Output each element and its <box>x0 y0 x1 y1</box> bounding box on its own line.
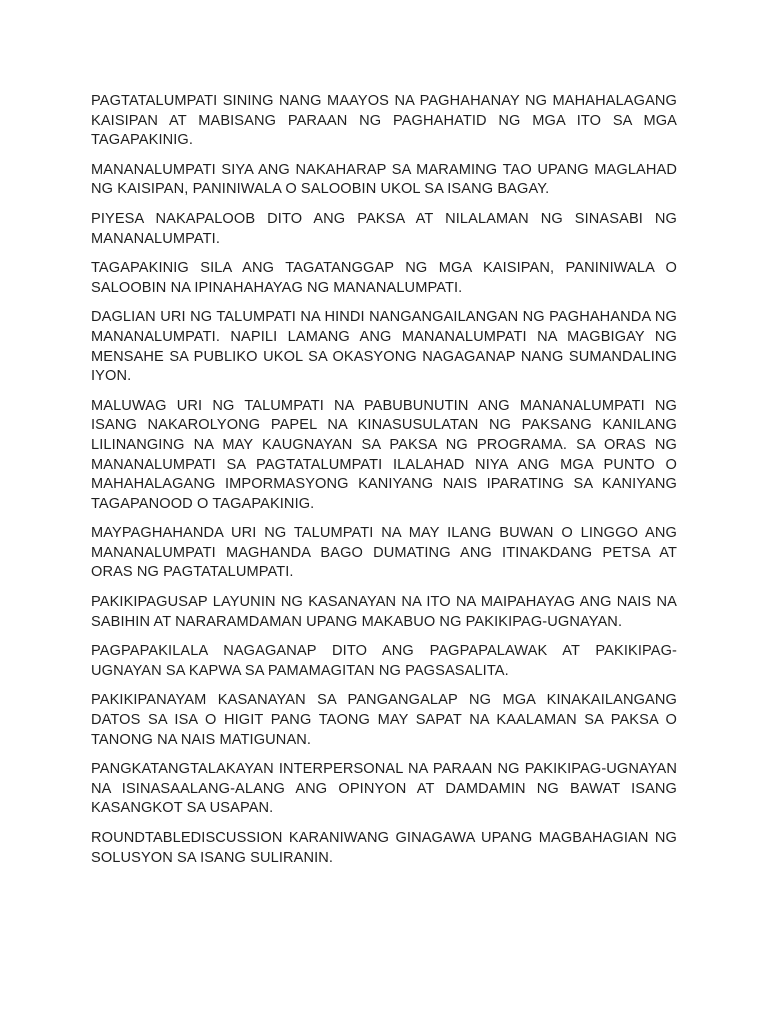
paragraph-daglian: DAGLIAN URI NG TALUMPATI NA HINDI NANGANGAILANGAN NG PAGHAHANDA NG MANANALUMPATI. NAPILI LAMANG ANG MANANALUMPATI NA MAGBIGAY NG MENSAHE SA PUBLIKO UKOL SA OKASYONG NAGAGANAP NANG SUMANDALING IYON. <box>91 309 677 385</box>
paragraph-pakikipagusap: PAKIKIPAGUSAP LAYUNIN NG KASANAYAN NA ITO NA MAIPAHAYAG ANG NAIS NA SABIHIN AT NARARAMDAMAN UPANG MAKABUO NG PAKIKIPAG-UGNAYAN. <box>91 594 677 630</box>
paragraph-roundtablediscussion: ROUNDTABLEDISCUSSION KARANIWANG GINAGAWA UPANG MAGBAHAGIAN NG SOLUSYON SA ISANG SULIRANIN. <box>91 830 677 866</box>
paragraph-maypaghahanda: MAYPAGHAHANDA URI NG TALUMPATI NA MAY ILANG BUWAN O LINGGO ANG MANANALUMPATI MAGHANDA BAGO DUMATING ANG ITINAKDANG PETSA AT ORAS NG PAGTATALUMPATI. <box>91 525 677 581</box>
paragraph-pagtatalumpati: PAGTATALUMPATI SINING NANG MAAYOS NA PAGHAHANAY NG MAHAHALAGANG KAISIPAN AT MABISANG PARAAN NG PAGHAHATID NG MGA ITO SA MGA TAGAPAKINIG. <box>91 93 677 149</box>
paragraph-pagpapakilala: PAGPAPAKILALA NAGAGANAP DITO ANG PAGPAPALAWAK AT PAKIKIPAG-UGNAYAN SA KAPWA SA PAMAMAGITAN NG PAGSASALITA. <box>91 643 677 679</box>
paragraph-piyesa: PIYESA NAKAPALOOB DITO ANG PAKSA AT NILALAMAN NG SINASABI NG MANANALUMPATI. <box>91 210 677 247</box>
paragraph-mananalumpati: MANANALUMPATI SIYA ANG NAKAHARAP SA MARAMING TAO UPANG MAGLAHAD NG KAISIPAN, PANINIWALA O SALOOBIN UKOL SA ISANG BAGAY. <box>91 161 677 198</box>
paragraph-pakikipanayam: PAKIKIPANAYAM KASANAYAN SA PANGANGALAP NG MGA KINAKAILANGANG DATOS SA ISA O HIGIT PANG TAONG MAY SAPAT NA KAALAMAN SA PAKSA O TANONG NA NAIS MATIGUNAN. <box>91 692 677 748</box>
document-body <box>91 92 677 878</box>
paragraph-pangkatangtalakayan: PANGKATANGTALAKAYAN INTERPERSONAL NA PARAAN NG PAKIKIPAG-UGNAYAN NA ISINASAALANG-ALANG ANG OPINYON AT DAMDAMIN NG BAWAT ISANG KASANGKOT SA USAPAN. <box>91 761 677 817</box>
paragraph-tagapakinig: TAGAPAKINIG SILA ANG TAGATANGGAP NG MGA KAISIPAN, PANINIWALA O SALOOBIN NA IPINAHAHAYAG NG MANANALUMPATI. <box>91 260 677 296</box>
paragraph-maluwag: MALUWAG URI NG TALUMPATI NA PABUBUNUTIN ANG MANANALUMPATI NG ISANG NAKAROLYONG PAPEL NA KINASUSULATAN NG PAKSANG KANILANG LILINANGING NA MAY KAUGNAYAN SA PAKSA NG PROGRAMA. SA ORAS NG MANANALUMPATI SA PAGTATALUMPATI ILALAHAD NIYA ANG MGA PUNTO O MAHAHALAGANG IMPORMASYONG KANIYANG NAIS IPARATING SA KANIYANG TAGAPANOOD O TAGAPAKINIG. <box>91 397 677 512</box>
